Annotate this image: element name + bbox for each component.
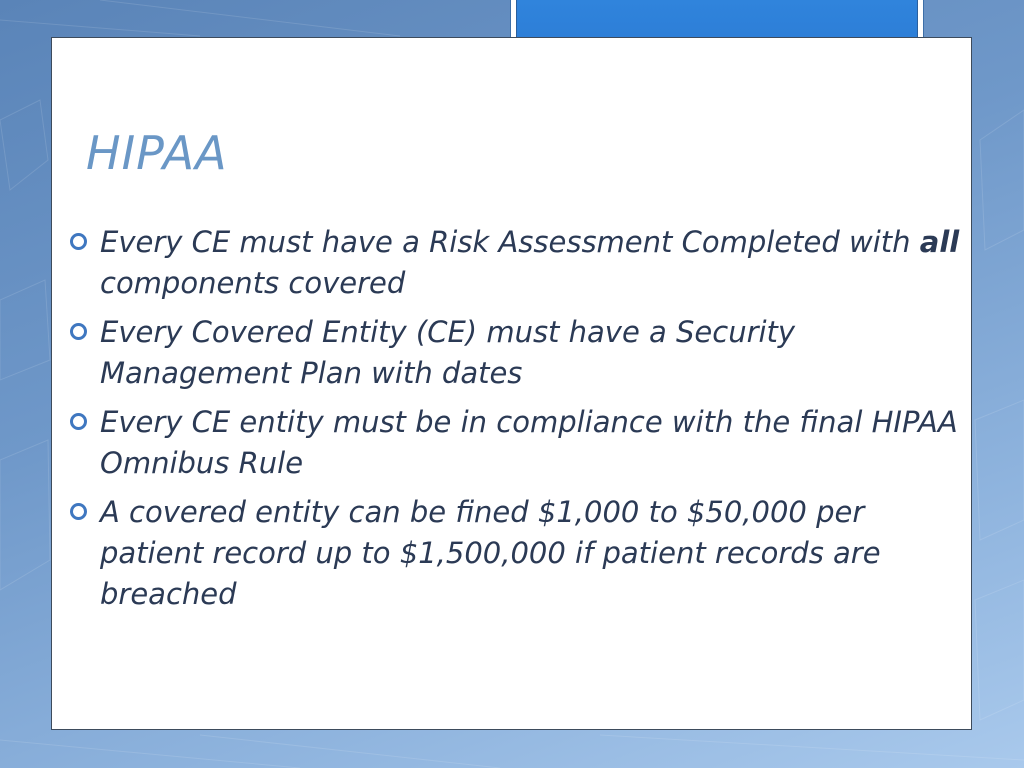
ring-bullet-icon bbox=[70, 503, 87, 520]
bullet-text: A covered entity can be fined $1,000 to $50,000 per patient record up to $1,500,000 if patient records are breached bbox=[100, 495, 881, 611]
bullet-text-part: components covered bbox=[100, 266, 406, 300]
bullet-list bbox=[64, 222, 964, 623]
ring-bullet-icon bbox=[70, 413, 87, 430]
bullet-item-security-plan bbox=[64, 312, 964, 394]
bullet-text: Every CE entity must be in compliance with the final HIPAA Omnibus Rule bbox=[100, 405, 958, 480]
ring-bullet-icon bbox=[70, 233, 87, 250]
slide-title: HIPAA bbox=[86, 126, 228, 180]
bullet-text: Every Covered Entity (CE) must have a Security Management Plan with dates bbox=[100, 315, 796, 390]
bullet-text-part: Every CE must have a Risk Assessment Completed with bbox=[100, 225, 920, 259]
ring-bullet-icon bbox=[70, 323, 87, 340]
bullet-item-fines bbox=[64, 492, 964, 615]
bullet-emphasis: all bbox=[919, 225, 960, 259]
bullet-item-risk-assessment bbox=[64, 222, 964, 304]
bullet-item-omnibus-rule bbox=[64, 402, 964, 484]
